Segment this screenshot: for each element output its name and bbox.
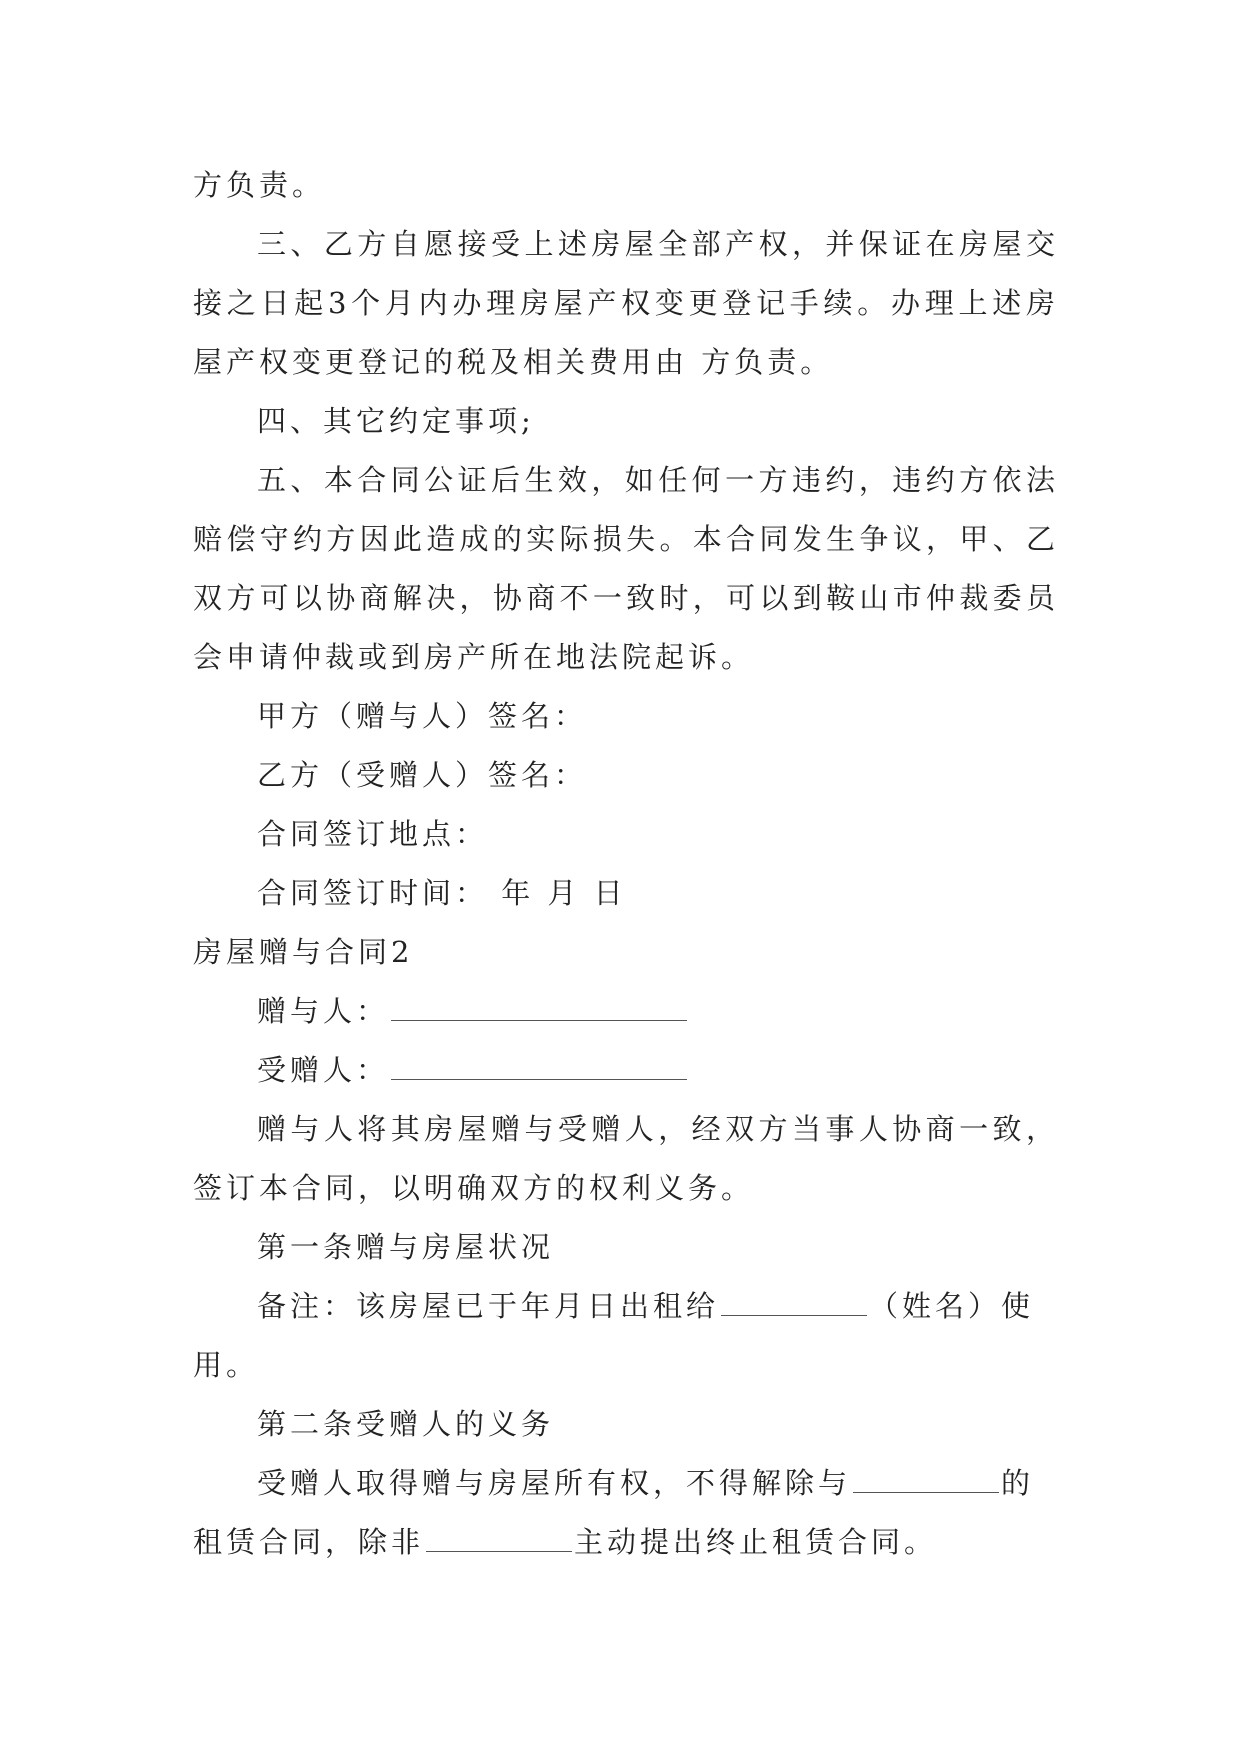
- terminating-party-blank: [426, 1529, 572, 1552]
- paragraph-line: 接之日起3个月内办理房屋产权变更登记手续。办理上述房: [193, 286, 1059, 320]
- paragraph-line: 方负责。: [193, 168, 326, 202]
- lease-text: 租赁合同，除非: [193, 1525, 425, 1559]
- article-two-heading: 第二条受赠人的义务: [257, 1407, 555, 1441]
- paragraph-line: 屋产权变更登记的税及相关费用由 方负责。: [193, 345, 834, 379]
- obligation-line: [193, 1454, 1059, 1513]
- paragraph-line: 用。: [193, 1348, 260, 1382]
- lease-party-blank: [853, 1470, 999, 1493]
- clause-five-line: 五、本合同公证后生效，如任何一方违约，违约方依法: [257, 463, 1059, 497]
- donee-line: [193, 1041, 1059, 1100]
- remark-text-tail: （姓名）使: [869, 1289, 1035, 1323]
- donee-label: 受赠人：: [257, 1053, 390, 1087]
- clause-three-line: 三、乙方自愿接受上述房屋全部产权，并保证在房屋交: [257, 227, 1059, 261]
- contract-2-title: 房屋赠与合同2: [193, 935, 414, 969]
- party-a-signature-line: 甲方（赠与人）签名：: [257, 699, 588, 733]
- obligation-text: 受赠人取得赠与房屋所有权，不得解除与: [257, 1466, 852, 1500]
- donor-line: [193, 982, 1059, 1041]
- donee-blank: [391, 1057, 687, 1080]
- obligation-text-tail: 的: [1001, 1466, 1035, 1500]
- signing-date-line: 合同签订时间： 年 月 日: [257, 876, 627, 910]
- paragraph-line: 签订本合同，以明确双方的权利义务。: [193, 1171, 755, 1205]
- clause-four-line: 四、其它约定事项;: [257, 404, 535, 438]
- donor-blank: [391, 998, 687, 1021]
- paragraph-line: 双方可以协商解决，协商不一致时，可以到鞍山市仲裁委员: [193, 581, 1059, 615]
- paragraph-line: 赔偿守约方因此造成的实际损失。本合同发生争议，甲、乙: [193, 522, 1059, 556]
- obligation-continuation-line: [193, 1513, 1059, 1572]
- intro-line: 赠与人将其房屋赠与受赠人，经双方当事人协商一致，: [257, 1112, 1059, 1146]
- article-one-heading: 第一条赠与房屋状况: [257, 1230, 555, 1264]
- paragraph-line: 会申请仲裁或到房产所在地法院起诉。: [193, 640, 755, 674]
- lease-text-tail: 主动提出终止租赁合同。: [574, 1525, 938, 1559]
- tenant-name-blank: [721, 1293, 867, 1316]
- party-b-signature-line: 乙方（受赠人）签名：: [257, 758, 588, 792]
- donor-label: 赠与人：: [257, 994, 390, 1028]
- remark-line: [193, 1277, 1059, 1336]
- remark-text: 备注：该房屋已于年月日出租给: [257, 1289, 720, 1323]
- document-body: [193, 156, 1059, 1572]
- signing-place-line: 合同签订地点：: [257, 817, 489, 851]
